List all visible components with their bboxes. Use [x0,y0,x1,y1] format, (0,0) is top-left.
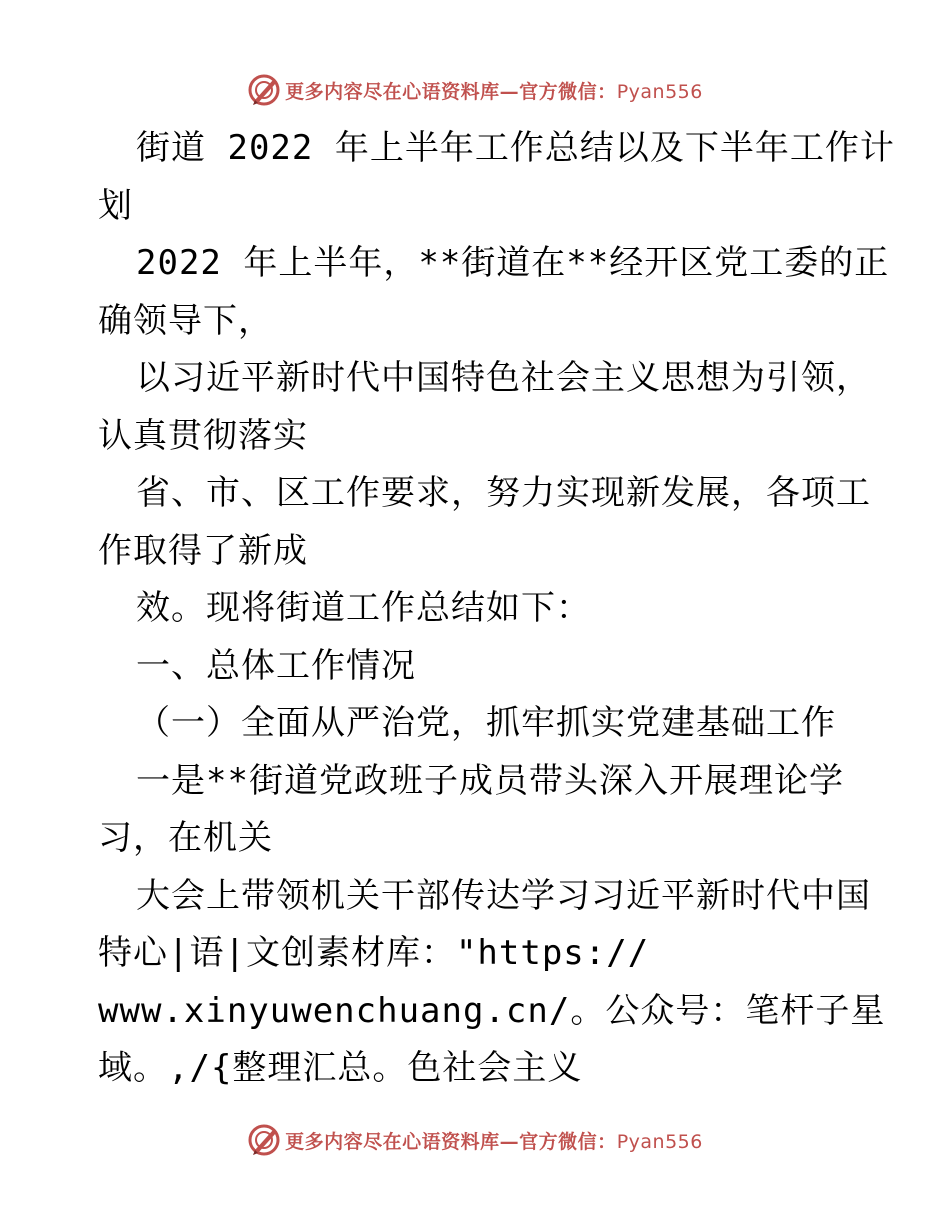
paragraph-line: 以习近平新时代中国特色社会主义思想为引领， [136,358,871,398]
subsection-heading: （一）全面从严治党，抓牢抓实党建基础工作 [136,703,836,743]
header-banner-wechat-id: Pyan556 [616,80,703,103]
paragraph-line: 确领导下， [98,300,273,341]
header-banner-dash: — [499,80,520,103]
paragraph-line: 域。,/{整理汇总。色社会主义 [98,1048,583,1088]
footer-banner-wechat-label: 官方微信： [519,1130,617,1153]
footer-banner-wechat-id: Pyan556 [616,1130,703,1153]
doc-title-line-1: 街道 2022 年上半年工作总结以及下半年工作计 [136,128,895,168]
footer-banner-dash: — [499,1130,520,1153]
header-banner-text: 更多内容尽在心语资料库 [285,80,500,103]
paragraph-line: 大会上带领机关干部传达学习习近平新时代中国 [136,875,871,916]
paragraph-line: 作取得了新成 [98,530,308,571]
footer-banner-text: 更多内容尽在心语资料库 [285,1130,500,1153]
paragraph-line: www.xinyuwenchuang.cn/。公众号：笔杆子星 [98,990,886,1031]
pen-logo-icon [247,73,281,107]
document-body [98,120,898,1098]
doc-title-line-2: 划 [98,185,133,226]
paragraph-line: 习，在机关 [98,818,273,858]
paragraph-line: 一是**街道党政班子成员带头深入开展理论学 [136,760,844,801]
header-watermark-banner [0,70,950,110]
footer-watermark-banner [0,1120,950,1160]
paragraph-line: 省、市、区工作要求，努力实现新发展，各项工 [136,473,871,513]
paragraph-line: 2022 年上半年，**街道在**经开区党工委的正 [136,243,890,283]
header-banner-wechat-label: 官方微信： [519,80,617,103]
paragraph-line: 效。现将街道工作总结如下： [136,588,591,628]
paragraph-line: 认真贯彻落实 [98,415,308,456]
pen-logo-icon [247,1123,281,1157]
section-heading: 一、总体工作情况 [136,645,416,686]
paragraph-line: 特心|语|文创素材库："https:// [98,933,650,973]
